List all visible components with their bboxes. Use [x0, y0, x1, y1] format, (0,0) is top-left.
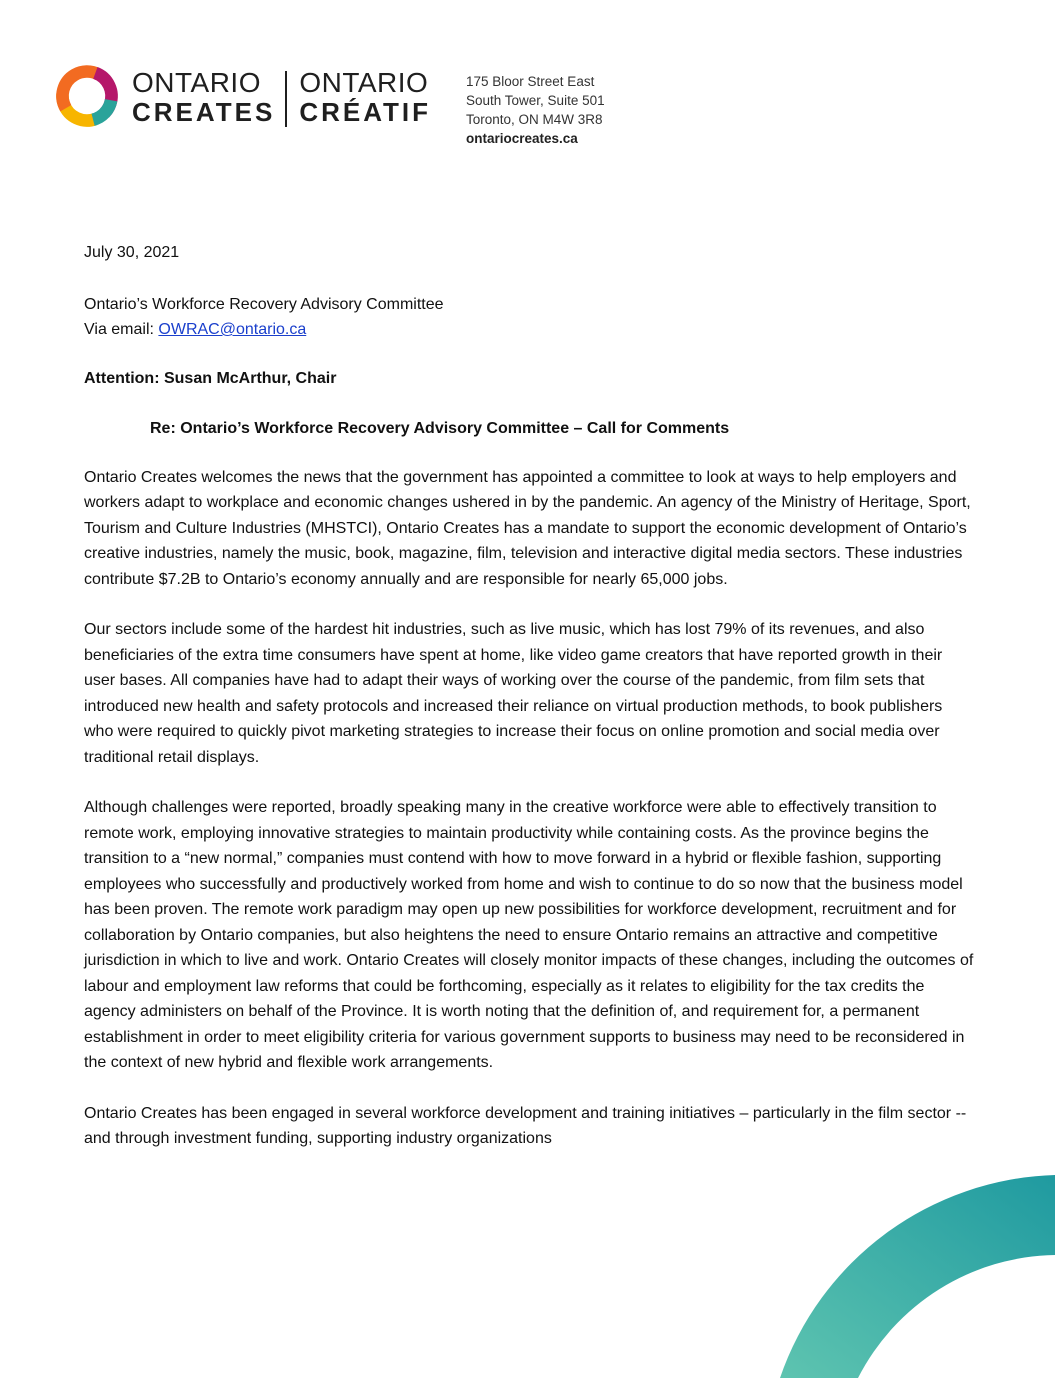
website-text: ontariocreates.ca — [466, 131, 578, 146]
letter-body — [84, 240, 974, 1177]
ontario-creates-logo-icon — [52, 60, 122, 132]
office-address — [466, 72, 605, 148]
address-line-3: Toronto, ON M4W 3R8 — [466, 112, 603, 127]
subject-line: Re: Ontario’s Workforce Recovery Advisory Committee – Call for Comments — [150, 420, 730, 437]
recipient-email-link[interactable]: OWRAC@ontario.ca — [158, 321, 307, 338]
brand-wordmark — [132, 68, 431, 127]
brand-fr-bottom: CRÉATIF — [299, 97, 432, 127]
address-line-2: South Tower, Suite 501 — [466, 93, 605, 108]
brand-french — [299, 68, 431, 126]
recipient-name: Ontario’s Workforce Recovery Advisory Committee — [84, 295, 444, 313]
recipient-email-line — [84, 317, 974, 343]
address-line-1: 175 Bloor Street East — [466, 74, 595, 89]
via-email-label: Via email: — [84, 321, 159, 338]
brand-en-top: ONTARIO — [132, 67, 261, 98]
brand-english — [132, 68, 275, 126]
body-paragraph-1: Ontario Creates welcomes the news that the government has appointed a committee to look at ways to help employers and workers adapt to workplace and economic changes ushered in by the pandemic. An agency of the Ministry of Heritage, Sport, Tourism and Culture Industries (MHSTCI), Ontario Creates has a mandate to support the economic development of Ontario’s creative industries, namely the music, book, magazine, film, television and interactive digital media sectors. These industries contribute $7.2B to Ontario’s economy annually and are responsible for nearly 65,000 jobs. — [84, 468, 971, 588]
body-paragraph-3: Although challenges were reported, broadly speaking many in the creative workforce were able to effectively transition to remote work, employing innovative strategies to maintain productivity while containing costs. As the province begins the transition to a “new normal,” companies must contend with how to move forward in a hybrid or flexible fashion, supporting employees who successfully and productively worked from home and wish to continue to do so now that the business model has been proven. The remote work paradigm may open up new possibilities for workforce development, recruitment and for collaboration by Ontario companies, but also heightens the need to ensure Ontario remains an attractive and competitive jurisdiction in which to live and work. Ontario Creates will closely monitor impacts of these changes, including the outcomes of labour and employment law reforms that could be forthcoming, especially as it relates to eligibility for the tax credits the agency administers on behalf of the Province. It is worth noting that the definition of, and requirement for, a permanent establishment in order to meet eligibility criteria for various government supports to business may need to be reconsidered in the context of new hybrid and flexible work arrangements. — [84, 799, 974, 1071]
body-paragraph-4: Ontario Creates has been engaged in several workforce development and training initiatives – particularly in the film sector -- and through investment funding, supporting industry organizations — [84, 1104, 967, 1147]
teal-arc-decoration-icon — [780, 1140, 1055, 1378]
letter-date: July 30, 2021 — [84, 244, 180, 261]
recipient-block — [84, 292, 974, 343]
brand-en-bottom: CREATES — [132, 97, 276, 127]
brand-fr-top: ONTARIO — [299, 67, 429, 98]
brand-divider — [285, 71, 287, 127]
body-paragraph-2: Our sectors include some of the hardest hit industries, such as live music, which has lost 79% of its revenues, and also beneficiaries of the extra time consumers have spent at home, like video game creators that have reported growth in their user bases. All companies have had to adapt their ways of working over the course of the pandemic, from film sets that introduced new health and safety protocols and increased their reliance on virtual production methods, to book publishers who were required to quickly pivot marketing strategies to increase their focus on online promotion and social media over traditional retail displays. — [84, 621, 943, 766]
attention-line: Attention: Susan McArthur, Chair — [84, 369, 337, 387]
